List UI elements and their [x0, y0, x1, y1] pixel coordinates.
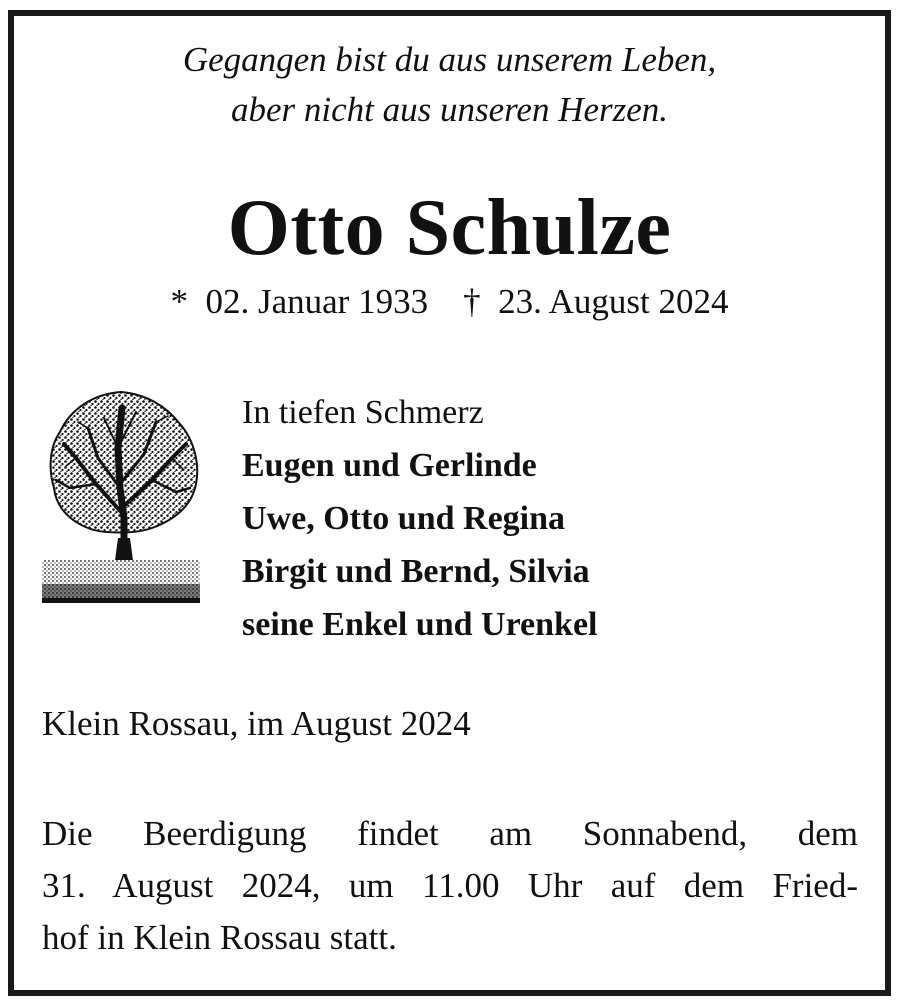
funeral-line-1: Die Beerdigung findet am Sonnabend, dem [42, 814, 858, 853]
birth-date: 02. Januar 1933 [205, 282, 429, 321]
deceased-name: Otto Schulze [227, 184, 672, 272]
funeral-info [42, 808, 858, 964]
tree-icon [40, 388, 202, 606]
funeral-line-3: hof in Klein Rossau statt. [42, 918, 397, 957]
mourner-line: Uwe, Otto und Regina [242, 500, 566, 537]
funeral-line-2: 31. August 2024, um 11.00 Uhr auf dem Fried- [42, 866, 858, 905]
motto [0, 35, 899, 135]
motto-line-1: Gegangen bist du aus unserem Leben, [182, 40, 717, 79]
mourner-line: Eugen und Gerlinde [242, 447, 537, 484]
mourners-block [242, 386, 598, 651]
mourner-line: Birgit und Bernd, Silvia [242, 553, 590, 590]
motto-line-2: aber nicht aus unseren Herzen. [230, 90, 669, 129]
place-date: Klein Rossau, im August 2024 [42, 704, 471, 743]
life-dates [0, 278, 899, 326]
death-date: 23. August 2024 [498, 282, 729, 321]
death-symbol: † [463, 282, 481, 321]
birth-symbol: * [170, 282, 188, 321]
mourner-line: seine Enkel und Urenkel [242, 606, 598, 643]
mourners-intro: In tiefen Schmerz [242, 394, 484, 431]
